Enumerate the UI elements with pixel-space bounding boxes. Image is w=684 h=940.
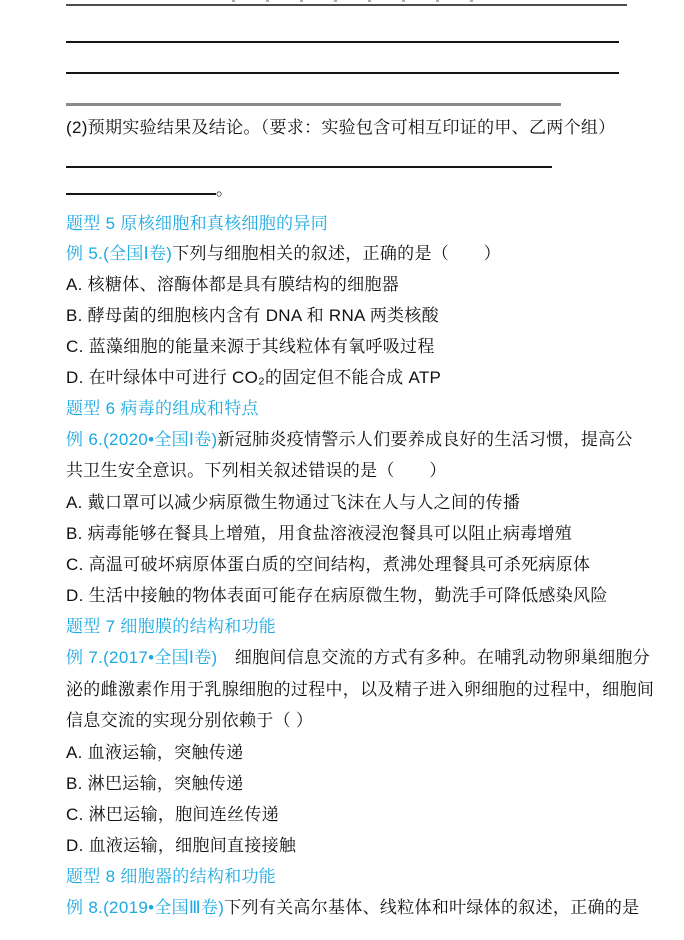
- answer-blank-segment: [66, 193, 216, 195]
- answer-blank-short-row: [66, 174, 233, 205]
- section-5-heading: 题型 5 原核细胞和真核细胞的异同: [66, 214, 329, 233]
- answer-blank-line: [66, 4, 627, 6]
- example-5-line: [66, 238, 501, 269]
- example-5-option-c: C. 蓝藻细胞的能量来源于其线粒体有氧呼吸过程: [66, 337, 435, 356]
- answer-blank-line: [66, 166, 552, 168]
- example-6-label: 例 6.(2020•全国Ⅰ卷): [66, 430, 218, 449]
- example-8-label: 例 8.(2019•全国Ⅲ卷): [66, 898, 225, 917]
- section-7-heading: 题型 7 细胞膜的结构和功能: [66, 617, 277, 636]
- example-5-label: 例 5.(全国Ⅰ卷): [66, 244, 173, 263]
- trailing-period: 。: [216, 180, 234, 199]
- example-7-option-c: C. 淋巴运输，胞间连丝传递: [66, 805, 279, 824]
- example-8-line: [66, 892, 639, 923]
- example-7-question: 细胞间信息交流的方式有多种。在哺乳动物卵巢细胞分: [217, 648, 651, 667]
- example-6-question: 新冠肺炎疫情警示人们要养成良好的生活习惯，提高公: [217, 430, 633, 449]
- example-5-option-b: B. 酵母菌的细胞核内含有 DNA 和 RNA 两类核酸: [66, 306, 439, 325]
- example-7-option-b: B. 淋巴运输，突触传递: [66, 774, 244, 793]
- example-7-option-d: D. 血液运输，细胞间直接接触: [66, 836, 297, 855]
- answer-blank-line: [66, 72, 619, 74]
- example-6-option-a: A. 戴口罩可以减少病原微生物通过飞沫在人与人之间的传播: [66, 493, 521, 512]
- example-7-label: 例 7.(2017•全国Ⅰ卷): [66, 648, 218, 667]
- example-5-question: 下列与细胞相关的叙述，正确的是（ ）: [172, 244, 501, 263]
- example-7-line-3: 信息交流的实现分别依赖于（ ）: [66, 711, 314, 730]
- example-5-option-a: A. 核糖体、溶酶体都是具有膜结构的细胞器: [66, 275, 400, 294]
- section-8-heading: 题型 8 细胞器的结构和功能: [66, 867, 277, 886]
- example-6-option-d: D. 生活中接触的物体表面可能存在病原微生物，勤洗手可降低感染风险: [66, 586, 608, 605]
- question-2-prompt: (2)预期实验结果及结论。（要求：实验包含可相互印证的甲、乙两个组）: [66, 118, 616, 137]
- answer-blank-line: [66, 41, 619, 43]
- example-8-question: 下列有关高尔基体、线粒体和叶绿体的叙述，正确的是: [224, 898, 640, 917]
- example-7-line-1: [66, 642, 650, 673]
- example-7-line-2: 泌的雌激素作用于乳腺细胞的过程中，以及精子进入卵细胞的过程中，细胞间: [66, 680, 655, 699]
- answer-blank-line: [66, 103, 561, 106]
- example-5-option-d: D. 在叶绿体中可进行 CO₂的固定但不能合成 ATP: [66, 368, 442, 387]
- example-7-option-a: A. 血液运输，突触传递: [66, 743, 244, 762]
- example-6-line-2: 共卫生安全意识。下列相关叙述错误的是（ ）: [66, 461, 447, 480]
- example-6-line-1: [66, 424, 633, 455]
- example-6-option-c: C. 高温可破坏病原体蛋白质的空间结构，煮沸处理餐具可杀死病原体: [66, 555, 591, 574]
- example-6-option-b: B. 病毒能够在餐具上增殖，用食盐溶液浸泡餐具可以阻止病毒增殖: [66, 524, 573, 543]
- clipped-text-remnant: [232, 0, 484, 2]
- section-6-heading: 题型 6 病毒的组成和特点: [66, 399, 259, 418]
